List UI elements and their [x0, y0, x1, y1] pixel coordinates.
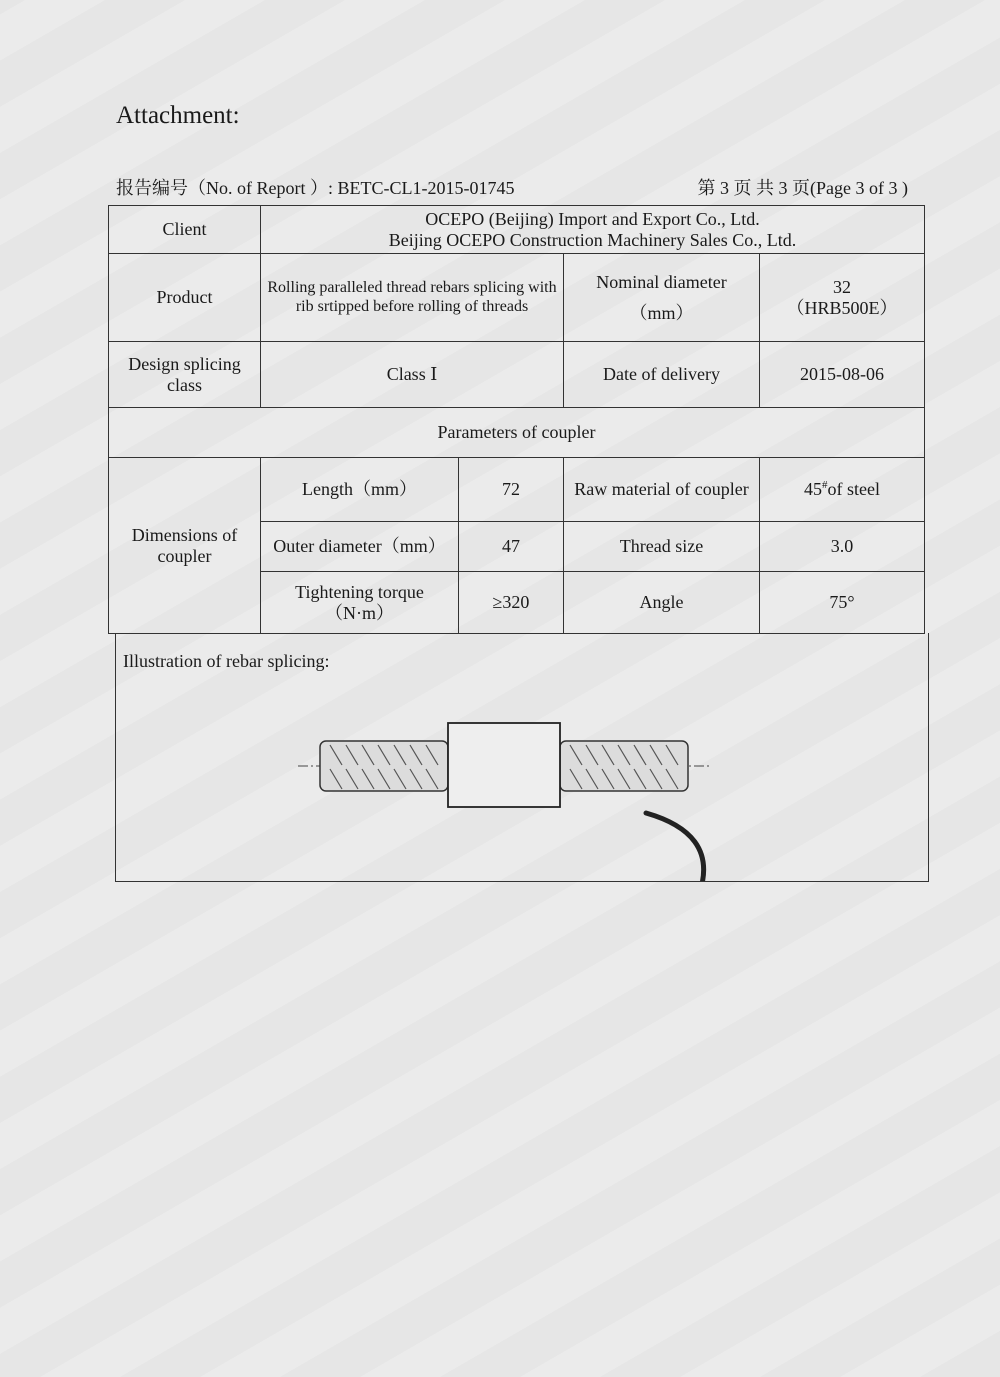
torque-label	[261, 572, 459, 634]
delivery-label: Date of delivery	[564, 342, 760, 408]
report-table	[108, 205, 925, 634]
product-label: Product	[109, 254, 261, 342]
product-row	[109, 254, 925, 342]
illustration-box	[115, 633, 929, 882]
nominal-diameter-text: Nominal diameter	[596, 271, 727, 292]
stamp-mark-icon	[646, 813, 704, 881]
nominal-diameter-number: 32	[833, 276, 852, 297]
torque-value: ≥320	[459, 572, 564, 634]
design-splicing-label: Design splicing class	[109, 342, 261, 408]
params-header-row	[109, 408, 925, 458]
client-value	[261, 206, 925, 254]
attachment-title: Attachment:	[116, 102, 240, 129]
rebar-grade: （HRB500E）	[786, 297, 898, 318]
length-row	[109, 458, 925, 522]
client-line-2: Beijing OCEPO Construction Machinery Sales Co., Ltd.	[388, 229, 797, 250]
angle-value: 75°	[760, 572, 925, 634]
raw-material-number: 45	[804, 479, 823, 500]
delivery-value: 2015-08-06	[760, 342, 925, 408]
client-row	[109, 206, 925, 254]
torque-unit: （N·m）	[325, 602, 394, 623]
product-value: Rolling paralleled thread rebars splicing with rib srtipped before rolling of threads	[261, 254, 564, 342]
torque-text: Tightening torque	[295, 581, 424, 602]
raw-material-label: Raw material of coupler	[564, 458, 760, 522]
outer-diameter-label: Outer diameter（mm）	[261, 522, 459, 572]
angle-label: Angle	[564, 572, 760, 634]
outer-diameter-value: 47	[459, 522, 564, 572]
client-label: Client	[109, 206, 261, 254]
raw-material-suffix: of steel	[827, 479, 881, 500]
rebar-right-icon	[560, 741, 688, 791]
params-header: Parameters of coupler	[109, 408, 925, 458]
length-label: Length（mm）	[261, 458, 459, 522]
raw-material-sup: #	[822, 479, 828, 492]
nominal-diameter-unit: （mm）	[629, 302, 694, 323]
design-splicing-value: Class Ⅰ	[261, 342, 564, 408]
report-number: 报告编号（No. of Report ）: BETC-CL1-2015-01745	[116, 178, 515, 198]
raw-material-value	[760, 458, 925, 522]
rebar-splicing-drawing	[116, 633, 928, 881]
illustration-label: Illustration of rebar splicing:	[123, 651, 330, 671]
coupler-icon	[448, 723, 560, 807]
client-line-1: OCEPO (Beijing) Import and Export Co., Ltd.	[425, 208, 760, 229]
length-value: 72	[459, 458, 564, 522]
report-header	[116, 174, 908, 200]
dimensions-label: Dimensions of coupler	[109, 458, 261, 634]
nominal-diameter-label	[564, 254, 760, 342]
page-number: 第 3 页 共 3 页(Page 3 of 3 )	[697, 178, 908, 198]
rebar-left-icon	[320, 741, 448, 791]
thread-size-value: 3.0	[760, 522, 925, 572]
thread-size-label: Thread size	[564, 522, 760, 572]
nominal-diameter-value	[760, 254, 925, 342]
design-row	[109, 342, 925, 408]
